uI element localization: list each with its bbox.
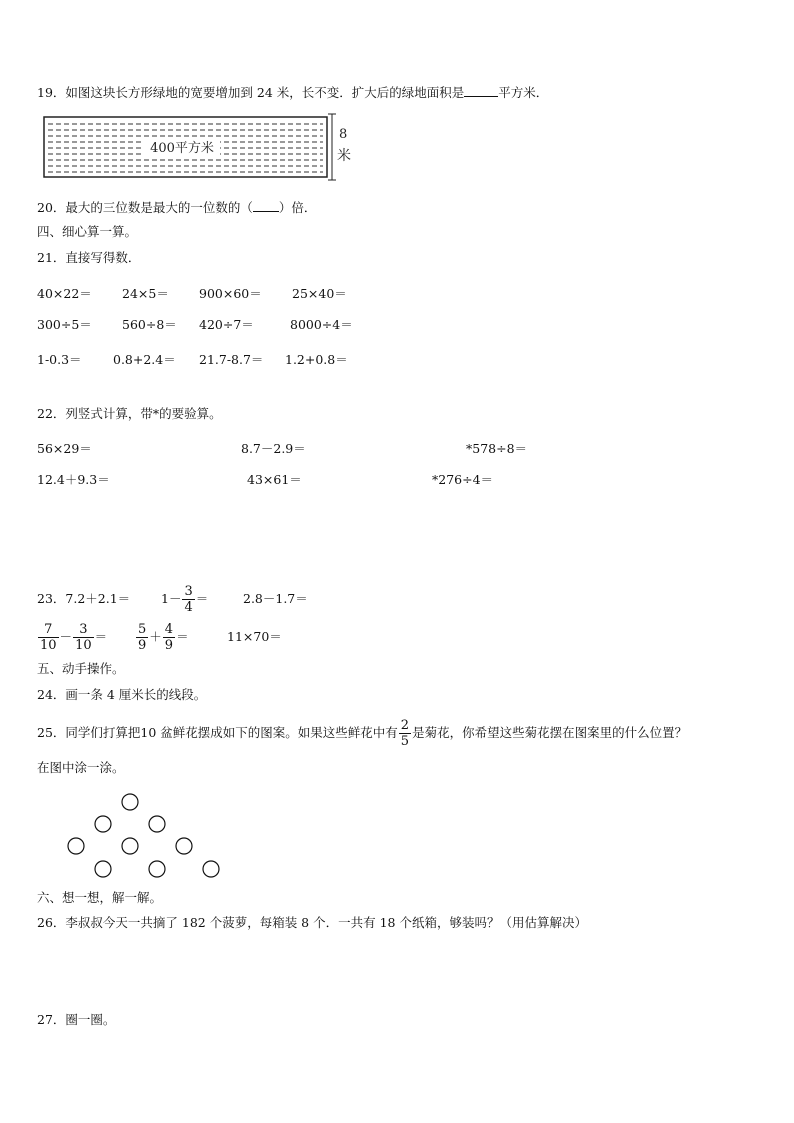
calc-item: 560÷8＝ bbox=[122, 317, 177, 332]
calc-fraction-item: $\frac{5}{9}$ ＋ $\frac{4}{9}$ ＝ bbox=[138, 622, 189, 653]
question-number: 23． bbox=[37, 591, 66, 606]
answer-blank[interactable] bbox=[464, 84, 498, 97]
section-heading-4: 四、细心算一算。 bbox=[37, 224, 138, 239]
flower-circle[interactable] bbox=[122, 794, 138, 810]
calc-item: 12.4＋9.3＝ bbox=[37, 472, 110, 487]
flower-circle[interactable] bbox=[176, 838, 192, 854]
question-20 bbox=[37, 199, 316, 216]
question-26: 26．李叔叔今天一共摘了 182 个菠萝，每箱装 8 个．一共有 18 个纸箱，够装吗？（用估算解决） bbox=[37, 915, 587, 930]
fraction: $\frac{2}{5}$ bbox=[400, 718, 410, 749]
calc-fraction-item: 1－ $\frac{3}{4}$ ＝ bbox=[161, 584, 209, 615]
flower-circle[interactable] bbox=[203, 861, 219, 877]
question-text-end: ）倍． bbox=[278, 200, 317, 215]
question-21-title: 21．直接写得数． bbox=[37, 250, 141, 265]
question-number: 19． bbox=[37, 85, 66, 100]
question-text: 最大的三位数是最大的一位数的（ bbox=[65, 200, 253, 215]
calc-item: 900×60＝ bbox=[199, 286, 262, 301]
section-heading-6: 六、想一想，解一解。 bbox=[37, 890, 163, 905]
width-label-unit: 米 bbox=[337, 148, 351, 164]
question-25-instruction: 在图中涂一涂。 bbox=[37, 760, 125, 775]
calc-item: 2.8－1.7＝ bbox=[243, 591, 308, 606]
calc-item: 300÷5＝ bbox=[37, 317, 92, 332]
rectangle-field-figure bbox=[40, 112, 360, 184]
calc-fraction-item: $\frac{7}{10}$ － $\frac{3}{10}$ ＝ bbox=[40, 622, 108, 653]
flower-circle[interactable] bbox=[68, 838, 84, 854]
question-19 bbox=[37, 84, 548, 101]
calc-item: 7.2＋2.1＝ bbox=[65, 591, 131, 606]
calc-item: 1-0.3＝ bbox=[37, 352, 82, 367]
calc-item: 420÷7＝ bbox=[199, 317, 254, 332]
calc-item: 11×70＝ bbox=[227, 629, 282, 644]
question-27: 27．圈一圈。 bbox=[37, 1012, 116, 1027]
calc-item: 56×29＝ bbox=[37, 441, 92, 456]
calc-item: 0.8+2.4＝ bbox=[113, 352, 176, 367]
fraction: $\frac{3}{10}$ bbox=[75, 622, 92, 653]
flower-circle[interactable] bbox=[149, 861, 165, 877]
fraction: $\frac{5}{9}$ bbox=[138, 622, 147, 653]
fraction: $\frac{7}{10}$ bbox=[40, 622, 57, 653]
calc-item: 8000÷4＝ bbox=[290, 317, 353, 332]
calc-item: 43×61＝ bbox=[247, 472, 302, 487]
calc-item: *578÷8＝ bbox=[466, 441, 528, 456]
answer-blank[interactable] bbox=[253, 199, 279, 212]
fraction: $\frac{3}{4}$ bbox=[184, 584, 193, 615]
calc-item: 40×22＝ bbox=[37, 286, 92, 301]
question-text: 如图这块长方形绿地的宽要增加到 24 米，长不变．扩大后的绿地面积是 bbox=[65, 85, 465, 100]
question-text-end: 平方米． bbox=[498, 85, 549, 100]
width-label-number: 8 bbox=[339, 127, 348, 142]
calc-item: 24×5＝ bbox=[122, 286, 169, 301]
section-heading-5: 五、动手操作。 bbox=[37, 661, 125, 676]
question-25: 25．同学们打算把10 盆鲜花摆成如下的图案。如果这些鲜花中有 $\frac{2}{5}$ 是菊花，你希望这些菊花摆在图案里的什么位置？ bbox=[37, 718, 688, 749]
question-number: 20． bbox=[37, 200, 66, 215]
question-23-row1 bbox=[37, 582, 130, 616]
calc-item: 21.7-8.7＝ bbox=[199, 352, 264, 367]
calc-item: *276÷4＝ bbox=[432, 472, 494, 487]
flower-circle[interactable] bbox=[149, 816, 165, 832]
calc-item: 25×40＝ bbox=[292, 286, 347, 301]
flower-circle[interactable] bbox=[122, 838, 138, 854]
fraction: $\frac{4}{9}$ bbox=[164, 622, 174, 653]
question-22-title: 22．列竖式计算，带*的要验算。 bbox=[37, 406, 222, 421]
calc-item: 1.2+0.8＝ bbox=[285, 352, 348, 367]
calc-item: 8.7－2.9＝ bbox=[241, 441, 306, 456]
flower-circle[interactable] bbox=[95, 816, 111, 832]
question-24: 24．画一条 4 厘米长的线段。 bbox=[37, 687, 207, 702]
flower-circle[interactable] bbox=[95, 861, 111, 877]
area-label: 400平方米 bbox=[150, 141, 214, 156]
flower-triangle-pattern bbox=[60, 788, 240, 883]
